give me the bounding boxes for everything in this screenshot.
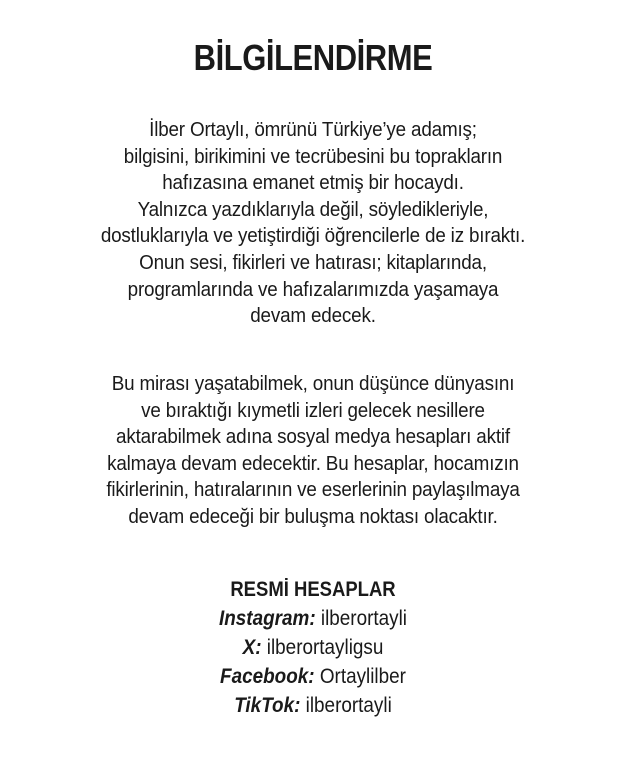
paragraph-line: fikirlerinin, hatıralarının ve eserlerinin paylaşılmaya xyxy=(106,478,520,502)
official-accounts xyxy=(0,575,626,720)
page-title: BİLGİLENDİRME xyxy=(193,37,433,78)
account-handle: Ortaylilber xyxy=(319,665,406,688)
account-handle: ilberortayli xyxy=(320,607,408,630)
account-tiktok xyxy=(31,691,594,720)
paragraph-line: Yalnızca yazdıklarıyla değil, söyledikleriyle, xyxy=(137,197,489,221)
paragraph-line: Onun sesi, fikirleri ve hatırası; kitaplarında, xyxy=(139,250,487,274)
paragraph-line: Bu mirası yaşatabilmek, onun düşünce dünyasını xyxy=(111,372,515,395)
tribute-paragraph xyxy=(0,117,626,330)
paragraph-line: dostluklarıyla ve yetiştirdiği öğrencilerle de iz bıraktı. xyxy=(100,224,526,248)
paragraph-line: aktarabilmek adına sosyal medya hesapları aktif xyxy=(116,425,510,449)
paragraph-line: devam edeceği bir buluşma noktası olacaktır. xyxy=(128,504,498,528)
account-facebook xyxy=(31,662,594,691)
paragraph-line: İlber Ortaylı, ömrünü Türkiye’ye adamış; xyxy=(149,118,477,141)
account-label: Instagram: xyxy=(218,607,321,630)
account-handle: ilberortayligsu xyxy=(266,636,384,659)
account-x xyxy=(31,633,594,662)
paragraph-line: kalmaya devam edecektir. Bu hesaplar, hocamızın xyxy=(107,451,519,475)
account-label: TikTok: xyxy=(234,694,306,717)
account-label: Facebook: xyxy=(220,665,320,688)
paragraph-line: bilgisini, birikimini ve tecrübesini bu toprakların xyxy=(123,144,503,168)
account-handle: ilberortayli xyxy=(305,694,392,717)
paragraph-line: devam edecek. xyxy=(250,304,376,328)
account-instagram xyxy=(31,604,594,633)
social-media-paragraph xyxy=(0,371,626,531)
account-label: X: xyxy=(242,636,267,659)
accounts-heading: RESMİ HESAPLAR xyxy=(230,578,396,601)
paragraph-line: hafızasına emanet etmiş bir hocaydı. xyxy=(162,171,464,195)
paragraph-line: ve bıraktığı kıymetli izleri gelecek nesillere xyxy=(141,398,485,422)
paragraph-line: programlarında ve hafızalarımızda yaşamaya xyxy=(127,277,499,301)
